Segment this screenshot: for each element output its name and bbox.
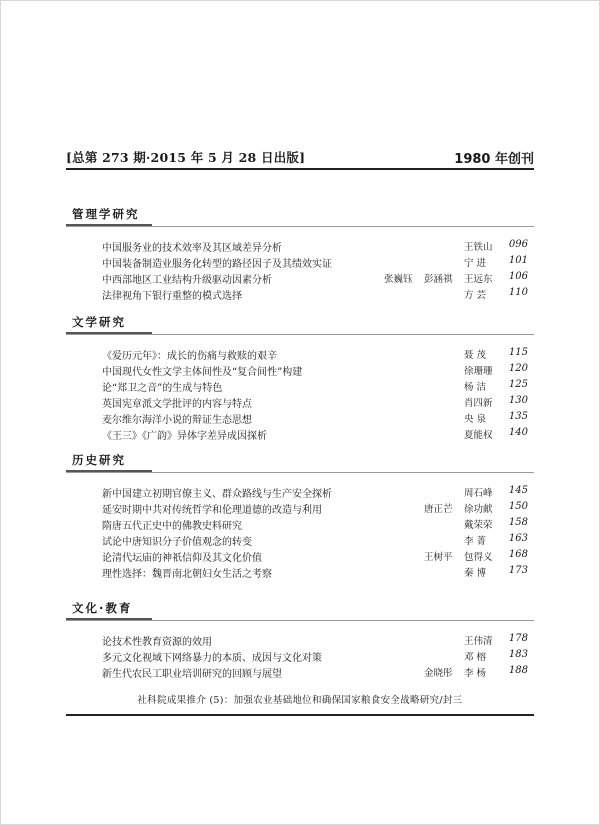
- footer-rule: [66, 714, 534, 716]
- toc-entry: [66, 427, 534, 443]
- article-title: 法律视角下银行重整的模式选择: [102, 291, 242, 302]
- article-title: 《王三》《广韵》异体字差异成因探析: [102, 431, 267, 442]
- article-author: 方 芸: [464, 290, 487, 301]
- page-number: 130: [508, 395, 528, 406]
- toc-entry: [66, 239, 534, 255]
- article-author: 徐功献: [464, 504, 493, 515]
- article-author: 肖四新: [464, 398, 493, 409]
- page-number: 140: [508, 427, 528, 438]
- page-number: 106: [508, 271, 528, 282]
- article-title: 隋唐五代正史中的佛教史料研究: [102, 521, 242, 532]
- section-header: [66, 206, 534, 228]
- toc-entry: [66, 517, 534, 533]
- article-author: 杨 洁: [464, 382, 487, 393]
- article-author: 王远东: [464, 274, 493, 285]
- toc-entry: [66, 411, 534, 427]
- page-number: 178: [508, 633, 528, 644]
- issue-info: [总第 273 期·2015 年 5 月 28 日出版]: [66, 150, 306, 165]
- article-author: 戴荣荣: [464, 520, 493, 531]
- article-author: 王树平: [424, 552, 453, 563]
- toc-entry: [66, 395, 534, 411]
- section-divider: [66, 334, 534, 335]
- article-author: 王伟清: [464, 636, 493, 647]
- article-title: 麦尔维尔海洋小说的辩证生态思想: [102, 415, 252, 426]
- article-author: 包得义: [464, 552, 493, 563]
- article-title: 新中国建立初期官僚主义、群众路线与生产安全探析: [102, 489, 332, 500]
- section-title: 文化·教育: [72, 601, 133, 615]
- page-number: 115: [508, 347, 528, 358]
- toc-section: [66, 600, 534, 680]
- article-title: 中西部地区工业结构升级驱动因素分析: [102, 275, 272, 286]
- footer-note: 社科院成果推介 (5)：加强农业基础地位和确保国家粮食安全战略研究/封三: [137, 695, 463, 706]
- article-title: 论技术性教育资源的效用: [102, 637, 212, 648]
- page-number: 150: [508, 501, 528, 512]
- page-number: 125: [508, 379, 528, 390]
- article-author: 徐珊珊: [464, 366, 493, 377]
- toc-entry: [66, 533, 534, 549]
- toc-entry: [66, 501, 534, 517]
- article-author: 秦 博: [464, 568, 487, 579]
- page-number: 145: [508, 485, 528, 496]
- header-rule: [66, 168, 534, 170]
- article-title: 试论中唐知识分子价值观念的转变: [102, 537, 252, 548]
- founded-year: 1980 年创刊: [454, 152, 534, 167]
- page-number: 096: [508, 239, 528, 250]
- article-title: 延安时期中共对传统哲学和伦理道德的改造与利用: [102, 505, 322, 516]
- article-title: 《爱历元年》：成长的伤痛与救赎的艰辛: [102, 351, 277, 362]
- page-number: 163: [508, 533, 528, 544]
- article-title: 英国宪章派文学批评的内容与特点: [102, 399, 252, 410]
- toc-entry: [66, 665, 534, 681]
- article-author: 夏能权: [464, 430, 493, 441]
- section-divider: [66, 472, 534, 473]
- section-header: [66, 600, 534, 622]
- section-title: 管理学研究: [72, 207, 140, 221]
- article-title: 理性选择：魏晋南北朝妇女生活之考察: [102, 569, 272, 580]
- page-number: 188: [508, 665, 528, 676]
- page-number: 110: [508, 287, 528, 298]
- toc-entry: [66, 649, 534, 665]
- toc-entry: [66, 549, 534, 565]
- article-author: 金晓彤: [424, 668, 453, 679]
- section-divider: [66, 620, 534, 621]
- article-title: 新生代农民工职业培训研究的回顾与展望: [102, 669, 282, 680]
- section-header: [66, 314, 534, 336]
- article-title: 中国装备制造业服务化转型的路径因子及其绩效实证: [102, 259, 332, 270]
- page-number: 120: [508, 363, 528, 374]
- toc-section: [66, 314, 534, 442]
- toc-entry: [66, 633, 534, 649]
- page-number: 158: [508, 517, 528, 528]
- section-divider: [66, 226, 534, 227]
- toc-entry: [66, 363, 534, 379]
- page-number: 101: [508, 255, 528, 266]
- section-title: 历史研究: [72, 453, 126, 467]
- toc-section: [66, 206, 534, 302]
- article-title: 论“郑卫之音”的生成与特色: [102, 383, 223, 394]
- page-number: 173: [508, 565, 528, 576]
- toc-entry: [66, 255, 534, 271]
- page-number: 168: [508, 549, 528, 560]
- article-author: 李 杨: [464, 668, 487, 679]
- section-title: 文学研究: [72, 315, 126, 329]
- article-title: 多元文化视域下网络暴力的本质、成因与文化对策: [102, 653, 322, 664]
- toc-entry: [66, 565, 534, 581]
- toc-entry: [66, 347, 534, 363]
- article-title: 中国服务业的技术效率及其区域差异分析: [102, 243, 282, 254]
- toc-entry: [66, 287, 534, 303]
- article-author: 王铁山: [464, 242, 493, 253]
- toc-entry: [66, 485, 534, 501]
- page-number: 183: [508, 649, 528, 660]
- article-title: 论清代坛庙的神祇信仰及其文化价值: [102, 553, 262, 564]
- article-author: 宁 进: [464, 258, 487, 269]
- article-author: 央 泉: [464, 414, 487, 425]
- toc-entry: [66, 379, 534, 395]
- journal-header: [66, 146, 534, 166]
- article-author: 聂 茂: [464, 350, 487, 361]
- page-number: 135: [508, 411, 528, 422]
- article-author: 张巍钰: [384, 274, 413, 285]
- toc-section: [66, 452, 534, 580]
- toc-entry: [66, 271, 534, 287]
- article-author: 唐正芒: [424, 504, 453, 515]
- section-header: [66, 452, 534, 474]
- article-author: 彭涵祺: [424, 274, 453, 285]
- article-author: 周石峰: [464, 488, 493, 499]
- article-author: 李 菁: [464, 536, 487, 547]
- article-author: 邓 榕: [464, 652, 487, 663]
- article-title: 中国现代女性文学主体间性及“复合间性”构建: [102, 367, 303, 378]
